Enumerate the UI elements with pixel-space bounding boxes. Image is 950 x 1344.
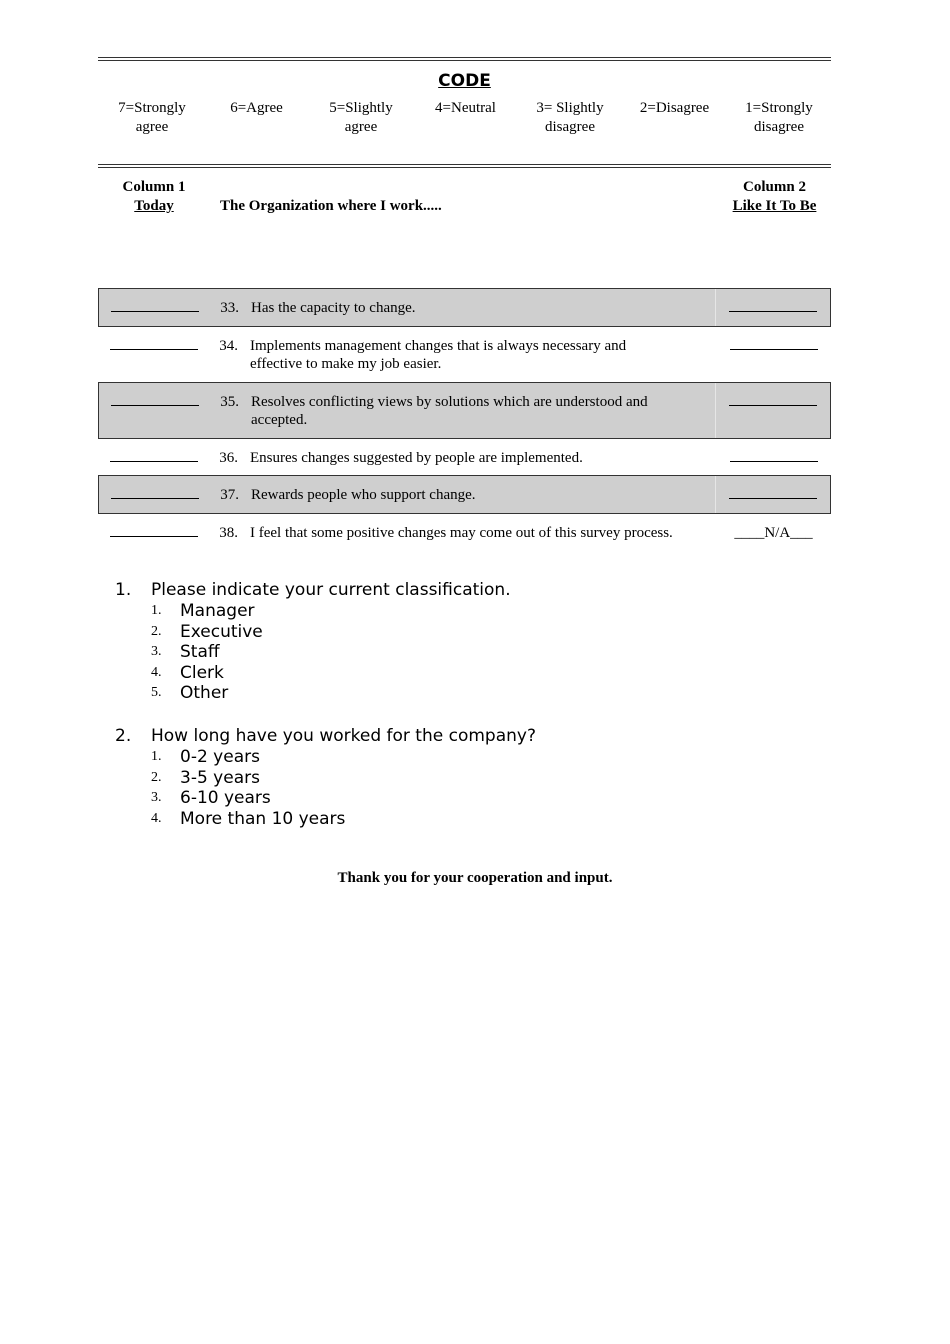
today-answer-blank[interactable] xyxy=(111,393,199,406)
like-to-be-answer-blank[interactable] xyxy=(730,449,818,462)
option-more-than-10-years[interactable]: 4. More than 10 years xyxy=(151,808,346,829)
item-text: Has the capacity to change. xyxy=(251,300,416,316)
like-to-be-answer-blank[interactable] xyxy=(729,486,817,499)
option-other[interactable]: 5. Other xyxy=(151,683,229,704)
item-text: Rewards people who support change. xyxy=(251,487,476,503)
option-clerk[interactable]: 4. Clerk xyxy=(151,662,224,683)
scale-item-1: 1=Strongly disagree xyxy=(745,100,813,135)
item-text: Ensures changes suggested by people are implemented. xyxy=(250,449,583,466)
na-answer[interactable]: ____N/A___ xyxy=(734,524,813,541)
option-manager[interactable]: 1. Manager xyxy=(151,601,255,621)
statement-stem: The Organization where I work..... xyxy=(220,198,442,214)
column-1-header: Column 1 Today xyxy=(122,179,186,214)
item-row-36: 36. Ensures changes suggested by people are implemented. xyxy=(98,439,831,476)
like-to-be-answer-blank[interactable] xyxy=(730,337,818,350)
today-answer-blank[interactable] xyxy=(110,337,198,350)
today-answer-blank[interactable] xyxy=(111,299,199,312)
items-table xyxy=(98,288,831,550)
thank-you-note: Thank you for your cooperation and input. xyxy=(337,870,613,886)
top-double-rule xyxy=(98,57,831,61)
today-answer-blank[interactable] xyxy=(111,486,199,499)
survey-page xyxy=(98,57,831,550)
scale-item-7: 7=Strongly agree xyxy=(118,100,186,135)
today-answer-blank[interactable] xyxy=(110,524,198,537)
option-executive[interactable]: 2. Executive xyxy=(151,621,263,642)
item-row-35: 35. Resolves conflicting views by solutions which are understood and accepted. xyxy=(98,382,831,439)
item-row-38: 38. I feel that some positive changes may come out of this survey process. ____N/A___ xyxy=(98,514,831,551)
like-to-be-answer-blank[interactable] xyxy=(729,393,817,406)
question-1: 1. Please indicate your current classification. xyxy=(115,580,511,600)
item-text: I feel that some positive changes may come out of this survey process. xyxy=(250,524,673,541)
option-staff[interactable]: 3. Staff xyxy=(151,642,220,663)
item-text: Implements management changes that is always necessary and effective to make my job easier. xyxy=(250,337,627,372)
scale-item-3: 3= Slightly disagree xyxy=(536,100,604,135)
like-to-be-answer-blank[interactable] xyxy=(729,299,817,312)
option-0-2-years[interactable]: 1. 0-2 years xyxy=(151,746,260,767)
item-text: Resolves conflicting views by solutions which are understood and accepted. xyxy=(251,393,648,428)
mid-double-rule xyxy=(98,164,831,168)
rating-scale xyxy=(98,99,831,164)
item-row-33: 33. Has the capacity to change. xyxy=(98,288,831,327)
scale-item-4: 4=Neutral xyxy=(435,100,496,116)
column-headers xyxy=(98,178,831,288)
code-title: CODE xyxy=(438,71,491,91)
demographic-questions xyxy=(115,579,536,829)
question-2: 2. How long have you worked for the company? xyxy=(115,725,536,746)
scale-item-2: 2=Disagree xyxy=(639,100,710,116)
option-6-10-years[interactable]: 3. 6-10 years xyxy=(151,788,271,809)
item-row-34: 34. Implements management changes that is always necessary and effective to make my job easier. xyxy=(98,327,831,382)
option-3-5-years[interactable]: 2. 3-5 years xyxy=(151,767,260,788)
column-2-header: Column 2 Like It To Be xyxy=(732,179,817,214)
scale-item-5: 5=Slightly agree xyxy=(329,100,393,135)
today-answer-blank[interactable] xyxy=(110,449,198,462)
item-row-37: 37. Rewards people who support change. xyxy=(98,475,831,514)
scale-item-6: 6=Agree xyxy=(230,100,283,116)
